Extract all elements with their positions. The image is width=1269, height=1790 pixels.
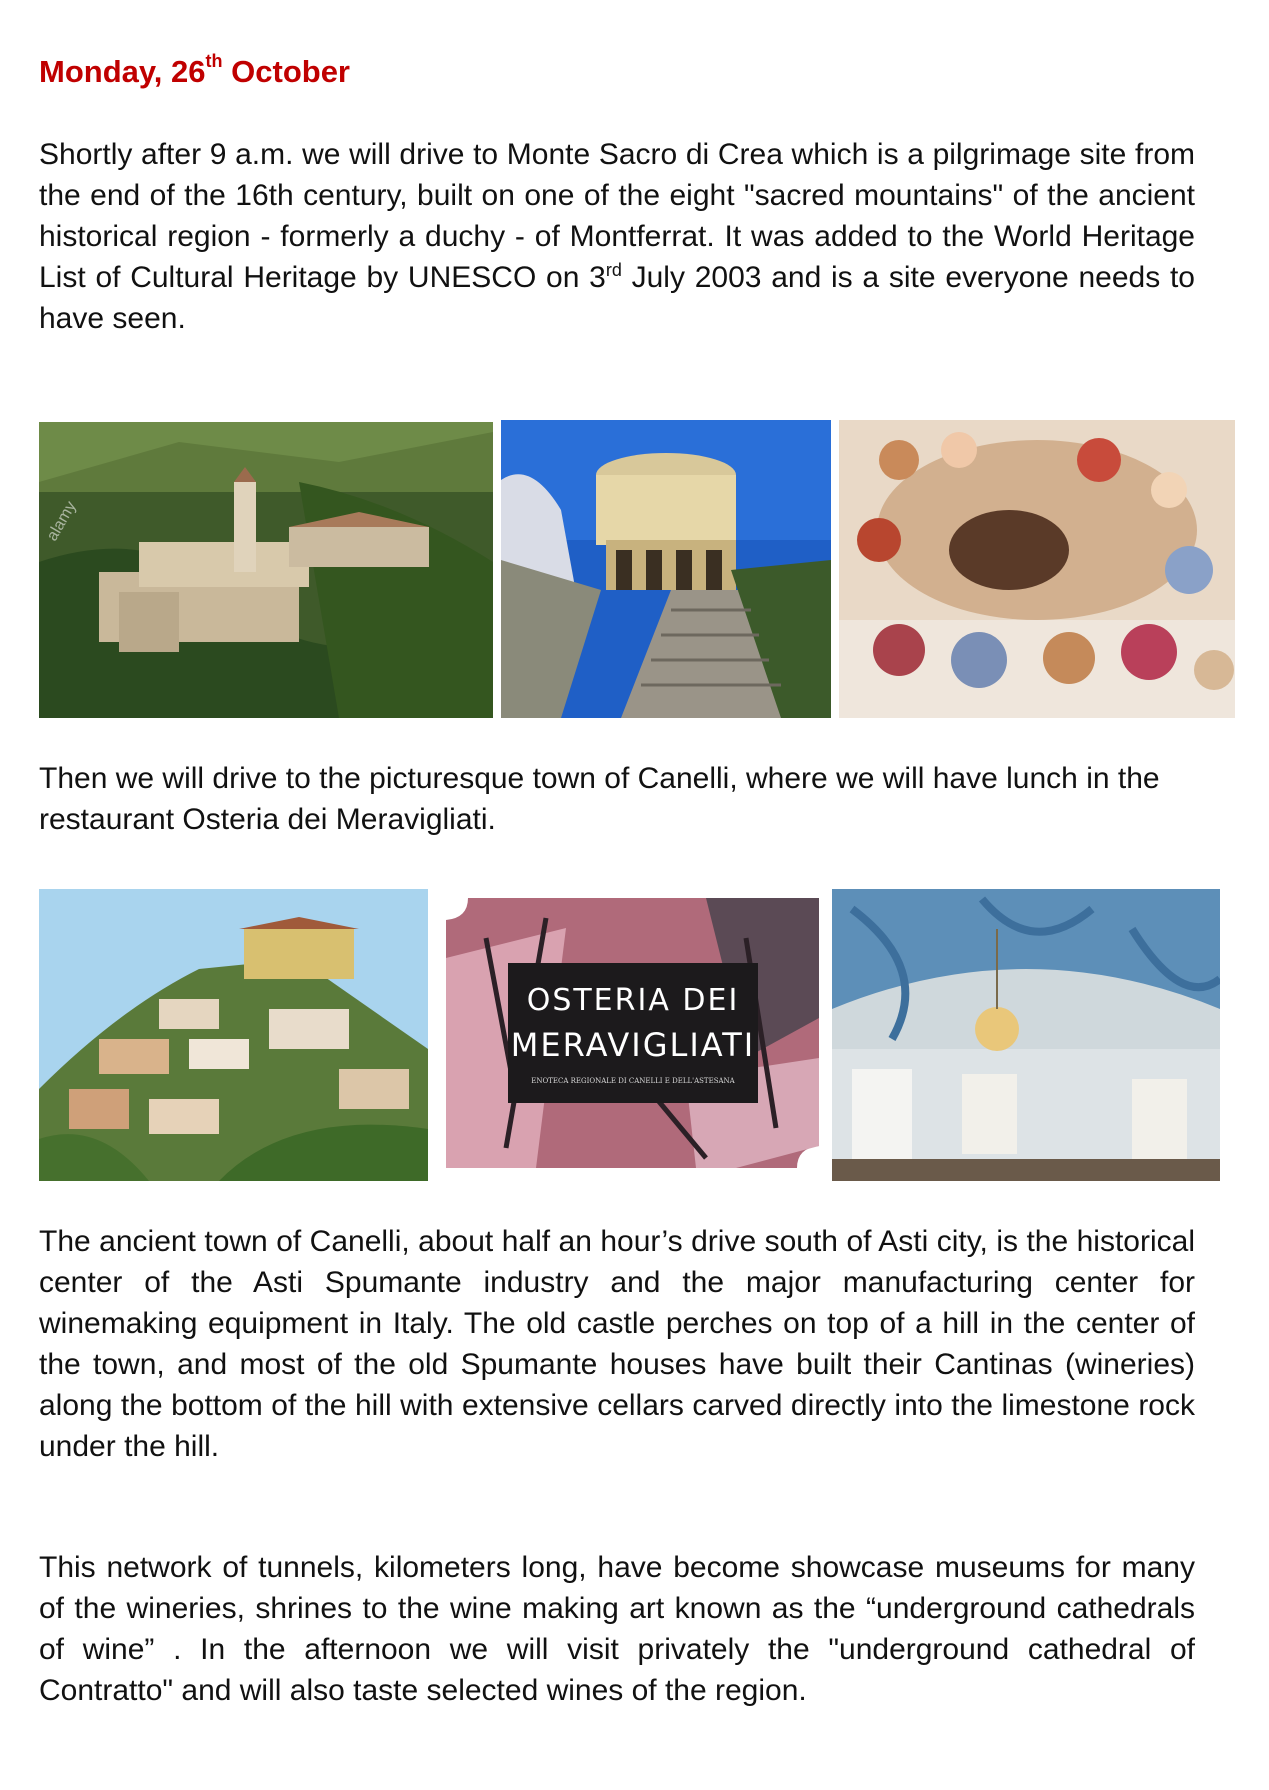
photo-restaurant-interior xyxy=(832,889,1220,1181)
photo-crea-sculptures xyxy=(839,420,1235,718)
paragraph-monte-sacro xyxy=(39,134,1195,339)
logo-line2: MERAVIGLIATI xyxy=(510,1026,756,1064)
heading-day: Monday, 26 xyxy=(39,54,206,89)
paragraph-monte-sacro-part1: Shortly after 9 a.m. we will drive to Monte Sacro di Crea which is a pilgrimage site from the end of the 16th century, built on one of the eight "sacred mountains" of the ancient historical region - formerly a duchy - of Montferrat. It was added to the World Heritage List of Cultural Heritage by UNESCO on 3 xyxy=(39,138,1195,294)
photo-canelli-town xyxy=(39,889,428,1181)
photo-crea-aerial xyxy=(39,422,493,718)
page-heading xyxy=(39,52,350,92)
heading-day-suffix: th xyxy=(205,50,223,71)
date-suffix: rd xyxy=(605,260,622,280)
paragraph-canelli-lunch: Then we will drive to the picturesque town of Canelli, where we will have lunch in the restaurant Osteria dei Meravigliati. xyxy=(39,762,1160,836)
restaurant-logo xyxy=(446,898,819,1168)
logo-line3: ENOTECA REGIONALE DI CANELLI E DELL'ASTESANA xyxy=(531,1077,735,1085)
paragraph-tunnels: This network of tunnels, kilometers long, have become showcase museums for many of the wineries, shrines to the wine making art known as the “underground cathedrals of wine” . In the afternoon we will visit privately the "underground cathedral of Contratto" and will also taste selected wines of the region. xyxy=(39,1551,1195,1707)
watermark-text: alamy xyxy=(43,498,80,544)
logo-line1: OSTERIA DEI xyxy=(526,983,740,1018)
photo-crea-chapel xyxy=(501,420,831,718)
paragraph-monte-sacro-part2: July 2003 and is a site everyone needs to have seen. xyxy=(39,261,1195,335)
paragraph-canelli-history: The ancient town of Canelli, about half an hour’s drive south of Asti city, is the historical center of the Asti Spumante industry and the major manufacturing center for winemaking equipment in Italy. The old castle perches on top of a hill in the center of the town, and most of the old Spumante houses have built their Cantinas (wineries) along the bottom of the hill with extensive cellars carved directly into the limestone rock under the hill. xyxy=(39,1225,1195,1463)
heading-month: October xyxy=(222,54,350,89)
